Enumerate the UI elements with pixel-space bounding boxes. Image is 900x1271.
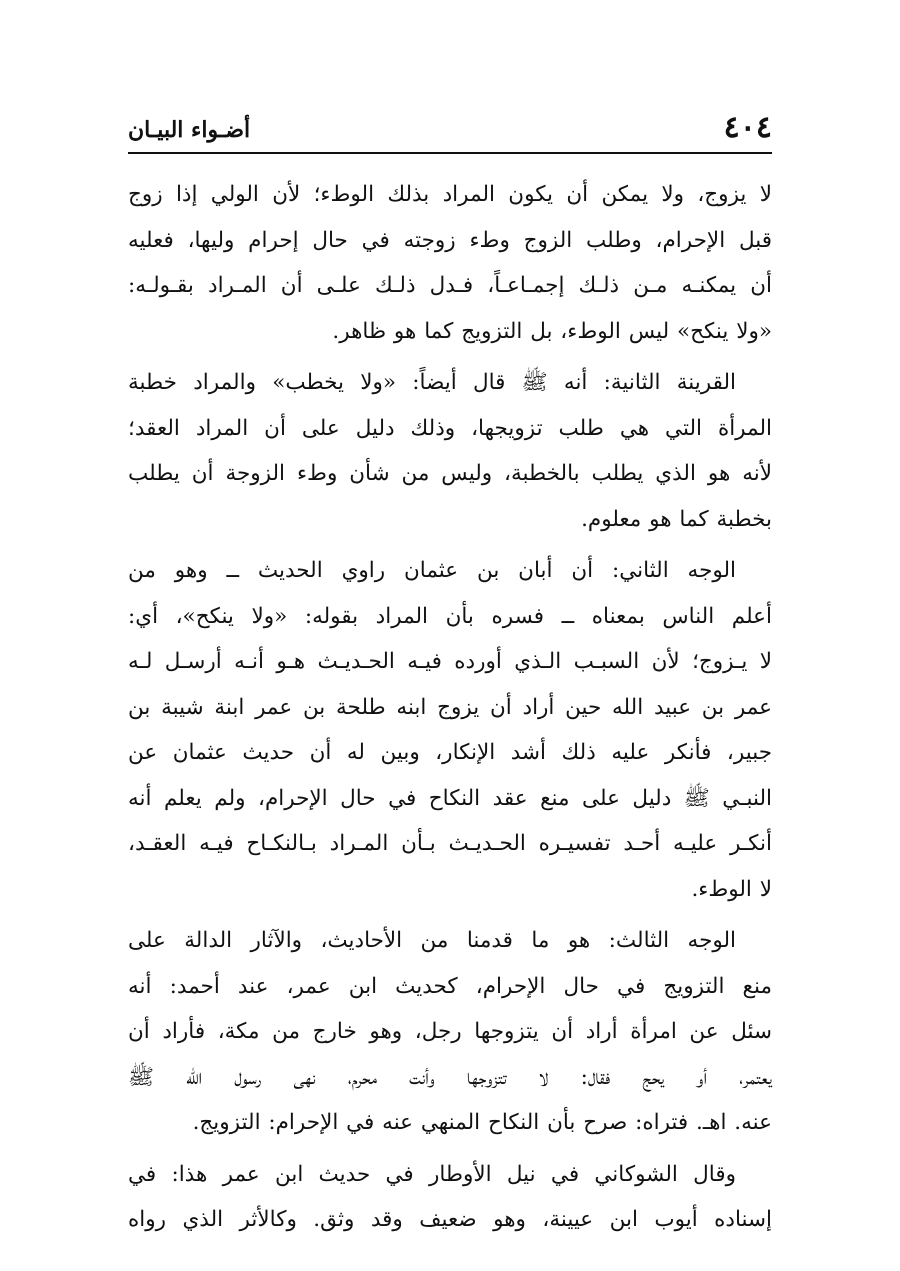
text-line: عمر بن عبيد الله حين أراد أن يزوج ابنه طلحة بن عمر ابنة شيبة بن [128,694,772,720]
text-line: عنه. اهـ. فتراه: صرح بأن النكاح المنهي عنه في الإحرام: التزويج. [192,1110,772,1135]
text-line: أن يمكنـه مـن ذلـك إجمـاعـاً، فـدل ذلـك علـى أن المـراد بقـولـه: [128,273,772,298]
page-header [128,108,772,152]
text-line: لا الوطء. [691,876,772,902]
header-divider [128,152,772,154]
text-line: لا يزوج، ولا يمكن أن يكون المراد بذلك الوطء؛ لأن الولي إذا زوج [128,182,772,207]
text-line: لأنه هو الذي يطلب بالخطبة، وليس من شأن وطء الزوجة أن يطلب [128,461,772,486]
paragraph-2 [128,360,772,542]
page-number: ٤٠٤ [723,110,772,145]
paragraph-5 [128,1152,772,1243]
text-line: إسناده أيوب ابن عيينة، وهو ضعيف وقد وثق. وكالأثر الذي رواه [128,1207,772,1232]
text-line: سئل عن امرأة أراد أن يتزوجها رجل، وهو خارج من مكة، فأراد أن [128,1019,772,1044]
text-line: «ولا ينكح» ليس الوطء، بل التزويج كما هو ظاهر. [332,318,772,344]
text-line: النبـي ﷺ دليل على منع عقد النكاح في حال الإحرام، ولم يعلم أنه [128,785,772,811]
paragraph-4 [128,918,772,1146]
text-line: الوجه الثالث: هو ما قدمنا من الأحاديث، والآثار الدالة على [128,928,736,953]
paragraph-1 [128,172,772,354]
body-text [128,172,772,1249]
book-title: أضـواء البيـان [128,117,251,143]
paragraph-3 [128,548,772,912]
text-line: لا يـزوج؛ لأن السبـب الـذي أورده فيـه الحـديـث هـو أنـه أرسـل لـه [128,649,772,674]
text-line: أعلم الناس بمعناه ــ فسره بأن المراد بقوله: «ولا ينكح»، أي: [128,603,772,629]
text-line: يعتمر، أو يحج فقال: لا تتزوجها وأنت محرم، نهى رسول الله ﷺ [128,1064,772,1090]
text-line: جبير، فأنكر عليه ذلك أشد الإنكار، وبين له أن حديث عثمان عن [128,740,772,765]
text-line: قبل الإحرام، وطلب الزوج وطء زوجته في حال إحرام وليها، فعليه [128,227,772,253]
text-line: منع التزويج في حال الإحرام، كحديث ابن عمر، عند أحمد: أنه [128,973,772,999]
text-line: القرينة الثانية: أنه ﷺ قال أيضاً: «ولا يخطب» والمراد خطبة [128,370,736,395]
text-line: بخطبة كما هو معلوم. [581,506,772,532]
text-line: المرأة التي هي طلب تزويجها، وذلك دليل على أن المراد العقد؛ [128,415,772,441]
text-line: أنكـر عليـه أحـد تفسيـره الحـديـث بـأن المـراد بـالنكـاح فيـه العقـد، [128,831,772,856]
text-line: الوجه الثاني: أن أبان بن عثمان راوي الحديث ــ وهو من [128,558,736,583]
text-line: وقال الشوكاني في نيل الأوطار في حديث ابن عمر هذا: في [128,1161,736,1187]
